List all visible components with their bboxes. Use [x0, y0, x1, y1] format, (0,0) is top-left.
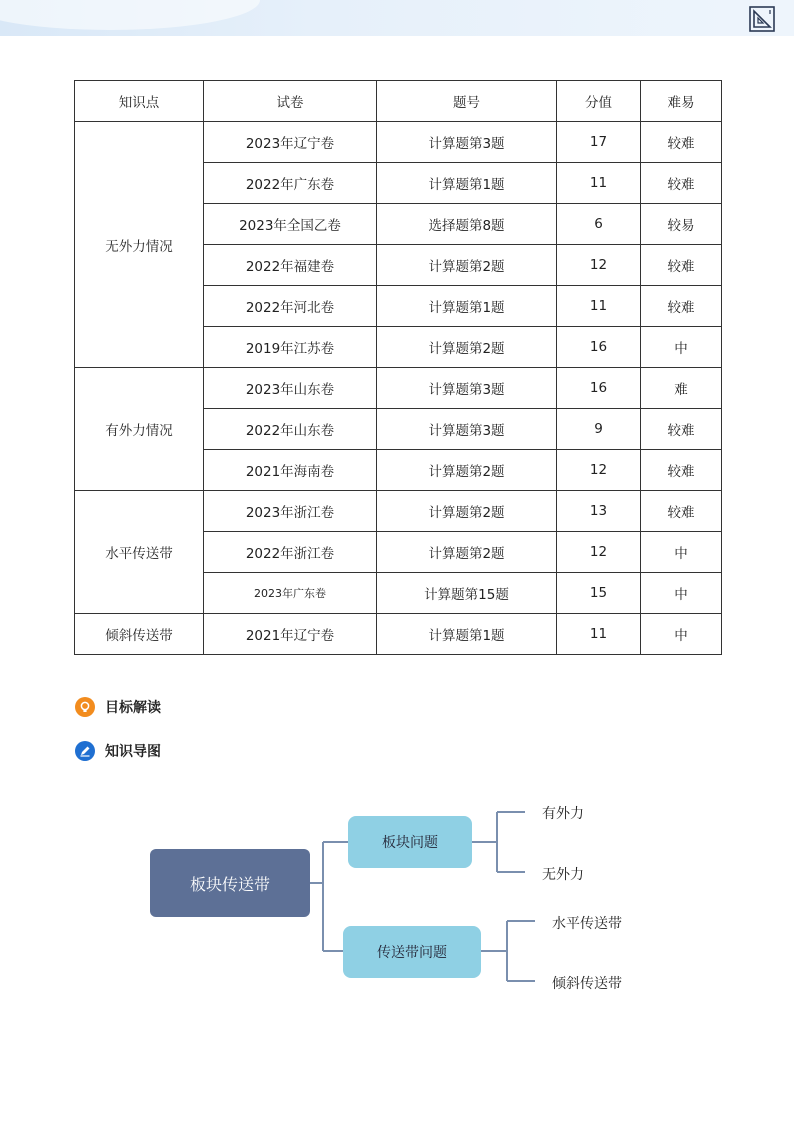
section-map-title: 知识导图	[105, 744, 161, 760]
paper-cell: 2022年山东卷	[204, 409, 377, 450]
question-cell: 计算题第2题	[377, 245, 557, 286]
header-score: 分值	[557, 81, 641, 122]
paper-cell: 2023年广东卷	[204, 573, 377, 614]
paper-cell: 2022年广东卷	[204, 163, 377, 204]
paper-cell: 2023年辽宁卷	[204, 122, 377, 163]
topic-cell: 倾斜传送带	[75, 614, 204, 655]
question-cell: 计算题第3题	[377, 368, 557, 409]
question-cell: 计算题第15题	[377, 573, 557, 614]
score-cell: 13	[557, 491, 641, 532]
mindmap-branch-board: 板块问题	[348, 816, 472, 868]
paper-cell: 2023年全国乙卷	[204, 204, 377, 245]
question-cell: 计算题第2题	[377, 327, 557, 368]
score-cell: 9	[557, 409, 641, 450]
score-cell: 11	[557, 614, 641, 655]
score-cell: 17	[557, 122, 641, 163]
difficulty-cell: 较易	[641, 204, 722, 245]
difficulty-cell: 较难	[641, 491, 722, 532]
score-cell: 16	[557, 327, 641, 368]
mindmap-branch-conveyor: 传送带问题	[343, 926, 481, 978]
difficulty-cell: 中	[641, 614, 722, 655]
topic-cell: 无外力情况	[75, 122, 204, 368]
paper-cell: 2022年福建卷	[204, 245, 377, 286]
paper-cell: 2022年河北卷	[204, 286, 377, 327]
question-cell: 计算题第3题	[377, 122, 557, 163]
question-cell: 计算题第2题	[377, 491, 557, 532]
header-question: 题号	[377, 81, 557, 122]
header-topic: 知识点	[75, 81, 204, 122]
difficulty-cell: 中	[641, 327, 722, 368]
difficulty-cell: 中	[641, 532, 722, 573]
question-cell: 计算题第2题	[377, 450, 557, 491]
mindmap-leaf-inclined-belt: 倾斜传送带	[552, 976, 622, 992]
paper-cell: 2021年辽宁卷	[204, 614, 377, 655]
section-goal-title: 目标解读	[105, 700, 161, 716]
score-cell: 12	[557, 450, 641, 491]
difficulty-cell: 较难	[641, 409, 722, 450]
difficulty-cell: 较难	[641, 122, 722, 163]
question-cell: 计算题第2题	[377, 532, 557, 573]
topic-cell: 水平传送带	[75, 491, 204, 614]
score-cell: 6	[557, 204, 641, 245]
paper-cell: 2023年浙江卷	[204, 491, 377, 532]
score-cell: 12	[557, 532, 641, 573]
score-cell: 11	[557, 286, 641, 327]
score-cell: 12	[557, 245, 641, 286]
score-cell: 11	[557, 163, 641, 204]
difficulty-cell: 中	[641, 573, 722, 614]
header-difficulty: 难易	[641, 81, 722, 122]
topic-cell: 有外力情况	[75, 368, 204, 491]
mindmap-leaf-external-force: 有外力	[542, 806, 584, 822]
paper-cell: 2021年海南卷	[204, 450, 377, 491]
header-paper: 试卷	[204, 81, 377, 122]
paper-cell: 2019年江苏卷	[204, 327, 377, 368]
difficulty-cell: 较难	[641, 163, 722, 204]
mindmap-root: 板块传送带	[150, 849, 310, 917]
paper-cell: 2023年山东卷	[204, 368, 377, 409]
difficulty-cell: 较难	[641, 286, 722, 327]
question-cell: 计算题第1题	[377, 614, 557, 655]
difficulty-cell: 难	[641, 368, 722, 409]
score-cell: 15	[557, 573, 641, 614]
difficulty-cell: 较难	[641, 245, 722, 286]
mindmap-leaf-no-external-force: 无外力	[542, 867, 584, 883]
difficulty-cell: 较难	[641, 450, 722, 491]
question-cell: 选择题第8题	[377, 204, 557, 245]
mindmap-leaf-horizontal-belt: 水平传送带	[552, 916, 622, 932]
question-cell: 计算题第1题	[377, 163, 557, 204]
paper-cell: 2022年浙江卷	[204, 532, 377, 573]
question-cell: 计算题第1题	[377, 286, 557, 327]
question-cell: 计算题第3题	[377, 409, 557, 450]
score-cell: 16	[557, 368, 641, 409]
